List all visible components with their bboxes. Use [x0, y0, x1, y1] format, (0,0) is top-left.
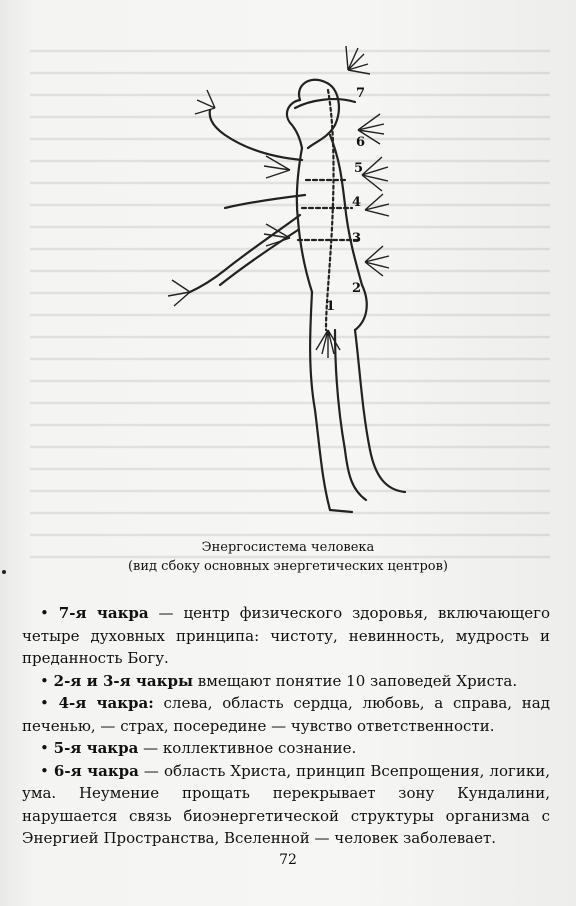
paragraph: • 7-я чакра — центр физического здоровья, включающего четыре духовных принципа: чистоту, невинность, мудрость и преданность Богу.: [22, 604, 550, 667]
paragraph: • 2-я и 3-я чакры вмещают понятие 10 заповедей Христа.: [40, 671, 518, 690]
paragraph-lead: 4-я чакра:: [58, 694, 154, 712]
paragraph-lead: 2-я и 3-я чакры: [53, 671, 193, 690]
paragraph: • 5-я чакра — коллективное сознание.: [40, 739, 357, 757]
figure-caption-title: Энергосистема человека: [201, 540, 375, 555]
chakra-label-2: 2: [352, 281, 362, 296]
paragraph-lead: 7-я чакра: [58, 604, 149, 622]
body-text: [22, 602, 550, 850]
chakra-label-1: 1: [326, 299, 336, 314]
paragraph-body: — центр физического здоровья, включающего четыре духовных принципа: чистоту, невинность, мудрость и преданность Богу.: [22, 604, 550, 667]
chakra-label-5: 5: [354, 161, 364, 176]
chakra-label-7: 7: [356, 86, 366, 101]
paragraph: • 4-я чакра: слева, область сердца, любовь, а справа, над печенью, — страх, посередине — чувство ответственности.: [22, 694, 550, 735]
paragraph-body: слева, область сердца, любовь, а справа, над печенью, — страх, посередине — чувство ответственности.: [22, 694, 550, 735]
paragraph-body: вмещают понятие 10 заповедей Христа.: [192, 671, 518, 690]
paragraph: • 6-я чакра — область Христа, принцип Всепрощения, логики, ума. Неумение прощать перекрывает зону Кундалини, нарушается связь биоэнергетической структуры организма с Энергией Пространства, Вселенной — человек заболевает.: [22, 761, 550, 847]
chakra-label-3: 3: [352, 231, 362, 246]
paragraph-lead: 5-я чакра: [53, 739, 139, 757]
chakra-label-6: 6: [356, 135, 366, 150]
stray-ink-dot: [2, 570, 6, 574]
figure-caption-subtitle: (вид сбоку основных энергетических центров): [127, 559, 449, 574]
paragraph-body: — коллективное сознание.: [138, 739, 357, 757]
chakra-label-4: 4: [352, 195, 362, 210]
paragraph-body: — область Христа, принцип Всепрощения, логики, ума. Неумение прощать перекрывает зону Кундалини, нарушается связь биоэнергетической структуры организма с Энергией Пространства, Вселенной — человек заболевает.: [22, 761, 550, 847]
energy-system-illustration: [130, 30, 430, 530]
paragraph-lead: 6-я чакра: [53, 761, 139, 780]
page-number: 72: [279, 852, 297, 868]
